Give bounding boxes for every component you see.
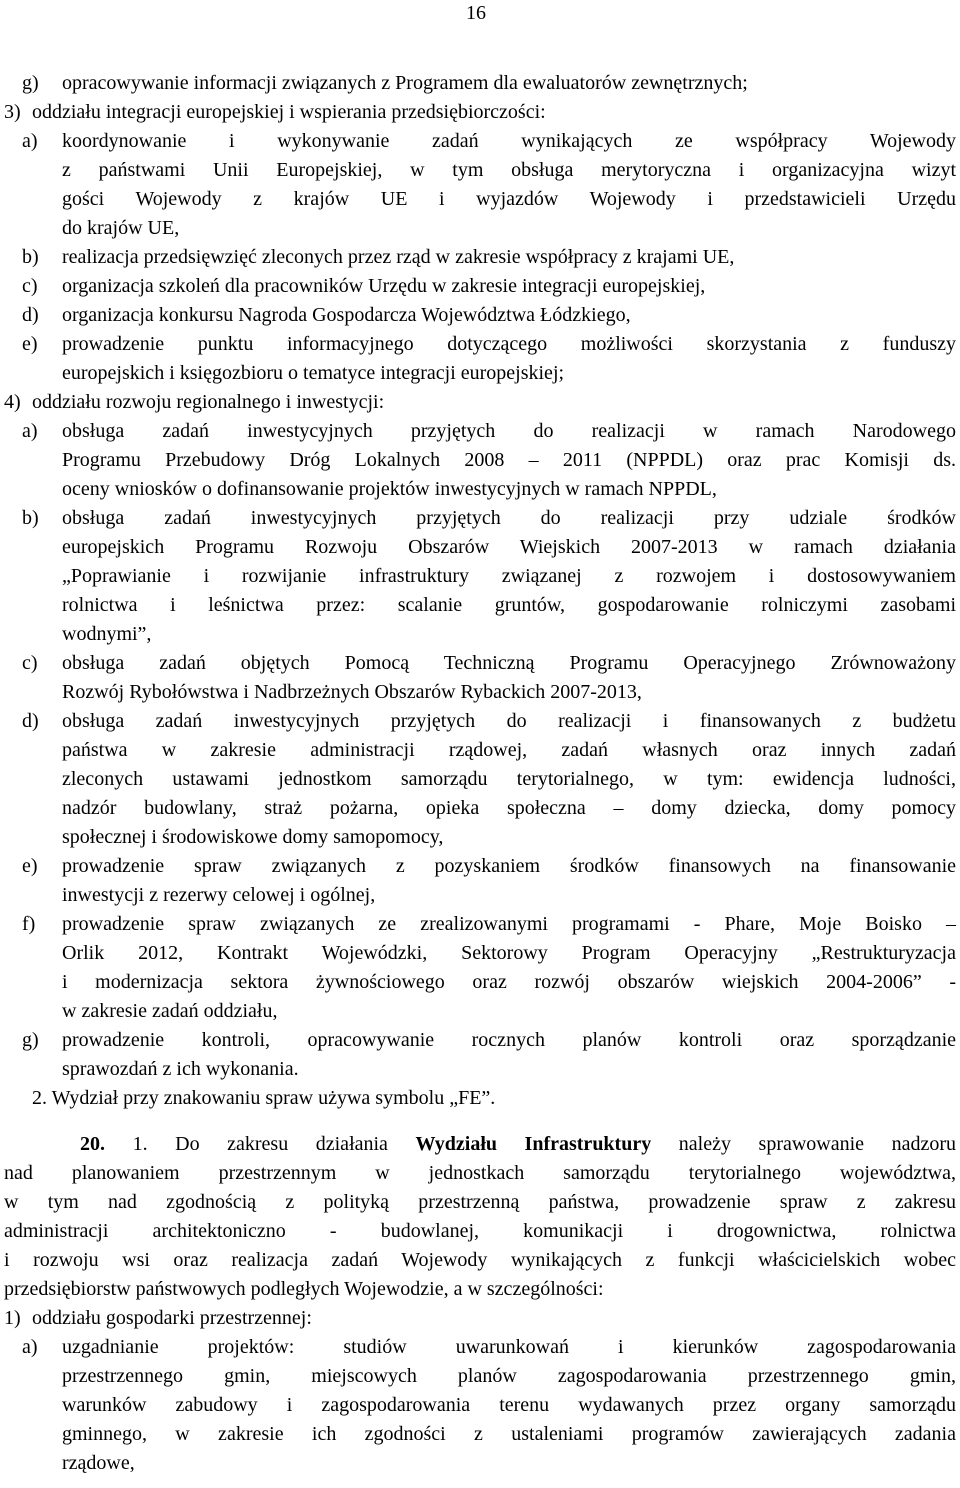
list-marker: 1) [4,1307,21,1329]
line-text: oceny wniosków o dofinansowanie projektów inwestycyjnych w ramach NPPDL, [62,478,717,500]
list-block-1 [4,69,956,1113]
list-marker: g) [22,72,39,94]
text-line [4,823,956,852]
line-text: społecznej i środowiskowe domy samopomocy, [62,826,444,848]
list-marker: 4) [4,391,21,413]
line-text: z państwami Unii Europejskiej, w tym obsługa merytoryczna i organizacyjna wizyt [62,159,956,181]
line-text: Programu Przebudowy Dróg Lokalnych 2008 – 2011 (NPPDL) oraz prac Komisji ds. [62,449,956,471]
list-marker: e) [22,333,38,355]
line-text: i modernizacja sektora żywnościowego oraz rozwój obszarów wiejskich 2004-2006” - [62,971,956,993]
text-line [4,243,956,272]
line-text: prowadzenie spraw związanych z pozyskaniem środków finansowych na finansowanie [62,855,956,877]
line-text: warunków zabudowy i zagospodarowania terenu wydawanych przez organy samorządu [62,1394,956,1416]
text-line [4,1304,956,1333]
text-line [4,1026,956,1055]
text-line [4,562,956,591]
text-line [4,504,956,533]
text-line [4,707,956,736]
text-line [4,446,956,475]
line-text: oddziału integracji europejskiej i wspierania przedsiębiorczości: [32,101,546,123]
list-marker: f) [22,913,36,935]
list-marker: a) [22,130,38,152]
text-line [4,388,956,417]
line-text: państwa w zakresie administracji rządowej, zadań własnych oraz innych zadań [62,739,956,761]
text-line [4,272,956,301]
line-text: wodnymi”, [62,623,152,645]
line-text: organizacja konkursu Nagroda Gospodarcza Województwa Łódzkiego, [62,304,631,326]
text-line [4,997,956,1026]
line-text: prowadzenie spraw związanych ze zrealizowanymi programami - Phare, Moje Boisko – [62,913,956,935]
list-marker: c) [22,652,38,674]
text-line [4,1159,956,1188]
line-text: Rozwój Rybołówstwa i Nadbrzeżnych Obszarów Rybackich 2007-2013, [62,681,642,703]
text-line [4,359,956,388]
text-line [4,330,956,359]
paragraph-gap [4,1113,956,1130]
line-text: przestrzennego gmin, miejscowych planów zagospodarowania przestrzennego gmin, [62,1365,956,1387]
list-block-2 [4,1304,956,1478]
list-marker: g) [22,1029,39,1051]
line-text: inwestycji z rezerwy celowej i ogólnej, [62,884,376,906]
department-name: Wydziału Infrastruktury [415,1133,652,1155]
text-line [4,1275,956,1304]
line-text: do krajów UE, [62,217,180,239]
text-line [4,1055,956,1084]
line-text: oddziału gospodarki przestrzennej: [32,1307,312,1329]
line-text: Orlik 2012, Kontrakt Wojewódzki, Sektorowy Program Operacyjny „Restrukturyzacja [62,942,956,964]
line-text: obsługa zadań objętych Pomocą Techniczną Programu Operacyjnego Zrównoważony [62,652,956,674]
text-line [4,939,956,968]
text-line [4,910,956,939]
line-text: gminnego, w zakresie ich zgodności z ustaleniami programów zawierających zadania [62,1423,956,1445]
line-text: opracowywanie informacji związanych z Programem dla ewaluatorów zewnętrznych; [62,72,748,94]
text-line [4,649,956,678]
text-line [4,1246,956,1275]
text-line [4,214,956,243]
line-text: prowadzenie punktu informacyjnego dotyczącego możliwości skorzystania z funduszy [62,333,956,355]
text-line [4,533,956,562]
line-text: europejskich i księgozbioru o tematyce integracji europejskiej; [62,362,565,384]
text-line [4,1217,956,1246]
line-text: „Poprawianie i rozwijanie infrastruktury związanej z rozwojem i dostosowywaniem [62,565,956,587]
line-text: nadzór budowlany, straż pożarna, opieka społeczna – domy dziecka, domy pomocy [62,797,956,819]
section-number: 20. [80,1133,105,1155]
section-subnumber: 1. [132,1133,148,1155]
text-line [4,69,956,98]
list-marker: d) [22,304,39,326]
list-marker: e) [22,855,38,877]
text-line [4,765,956,794]
line-text: rolnictwa i leśnictwa przez: scalanie gruntów, gospodarowanie rolniczymi zasobami [62,594,956,616]
line-text: w tym nad zgodnością z polityką przestrzenną państwa, prowadzenie spraw z zakresu [4,1191,956,1213]
line-text: obsługa zadań inwestycyjnych przyjętych do realizacji i finansowanych z budżetu [62,710,956,732]
section-20-body [4,1159,956,1304]
line-text: i rozwoju wsi oraz realizacja zadań Wojewody wynikających z funkcji właścicielskich wobec [4,1249,956,1271]
text-line [4,98,956,127]
text-line [4,620,956,649]
text-line [4,852,956,881]
line-text: rządowe, [62,1452,135,1474]
text-line [4,1362,956,1391]
text-line [4,185,956,214]
text-line [4,1391,956,1420]
line-text: obsługa zadań inwestycyjnych przyjętych do realizacji przy udziale środków [62,507,956,529]
document-body [4,69,956,1478]
text-line [4,1449,956,1478]
line-text: uzgadnianie projektów: studiów uwarunkowań i kierunków zagospodarowania [62,1336,956,1358]
text-line [4,1333,956,1362]
text-line [4,301,956,330]
list-marker: d) [22,710,39,732]
line-text: sprawozdań z ich wykonania. [62,1058,299,1080]
section-lead: Do zakresu działania [175,1133,388,1155]
line-text: zleconych ustawami jednostkom samorządu terytorialnego, w tym: ewidencja ludności, [62,768,956,790]
text-line [4,1084,956,1113]
text-line [4,417,956,446]
list-marker: b) [22,507,39,529]
list-marker: c) [22,275,38,297]
list-marker: 3) [4,101,21,123]
page-number: 16 [466,2,486,24]
text-line [4,1420,956,1449]
line-text: organizacja szkoleń dla pracowników Urzędu w zakresie integracji europejskiej, [62,275,706,297]
line-text: w zakresie zadań oddziału, [62,1000,278,1022]
text-line [4,736,956,765]
text-line [4,475,956,504]
line-text: gości Wojewody z krajów UE i wyjazdów Wojewody i przedstawicieli Urzędu [62,188,956,210]
line-text: przedsiębiorstw państwowych podległych Wojewodzie, a w szczególności: [4,1278,604,1300]
text-line [4,794,956,823]
line-text: nad planowaniem przestrzennym w jednostkach samorządu terytorialnego województwa, [4,1162,956,1184]
section-lead-rest: należy sprawowanie nadzoru [678,1133,957,1155]
line-text: obsługa zadań inwestycyjnych przyjętych do realizacji w ramach Narodowego [62,420,956,442]
line-text: administracji architektoniczno - budowlanej, komunikacji i drogownictwa, rolnictwa [4,1220,956,1242]
text-line [4,968,956,997]
line-text: 2. Wydział przy znakowaniu spraw używa symbolu „FE”. [32,1087,496,1109]
line-text: oddziału rozwoju regionalnego i inwestycji: [32,391,385,413]
text-line [4,678,956,707]
list-marker: a) [22,420,38,442]
line-text: koordynowanie i wykonywanie zadań wynikających ze współpracy Wojewody [62,130,956,152]
text-line [4,1188,956,1217]
text-line [4,591,956,620]
list-marker: b) [22,246,39,268]
list-marker: a) [22,1336,38,1358]
line-text: realizacja przedsięwzięć zleconych przez rząd w zakresie współpracy z krajami UE, [62,246,735,268]
line-text: europejskich Programu Rozwoju Obszarów Wiejskich 2007-2013 w ramach działania [62,536,956,558]
text-line [4,156,956,185]
line-text: prowadzenie kontroli, opracowywanie rocznych planów kontroli oraz sporządzanie [62,1029,956,1051]
text-line [4,881,956,910]
text-line [4,127,956,156]
section-20-heading [4,1130,956,1159]
